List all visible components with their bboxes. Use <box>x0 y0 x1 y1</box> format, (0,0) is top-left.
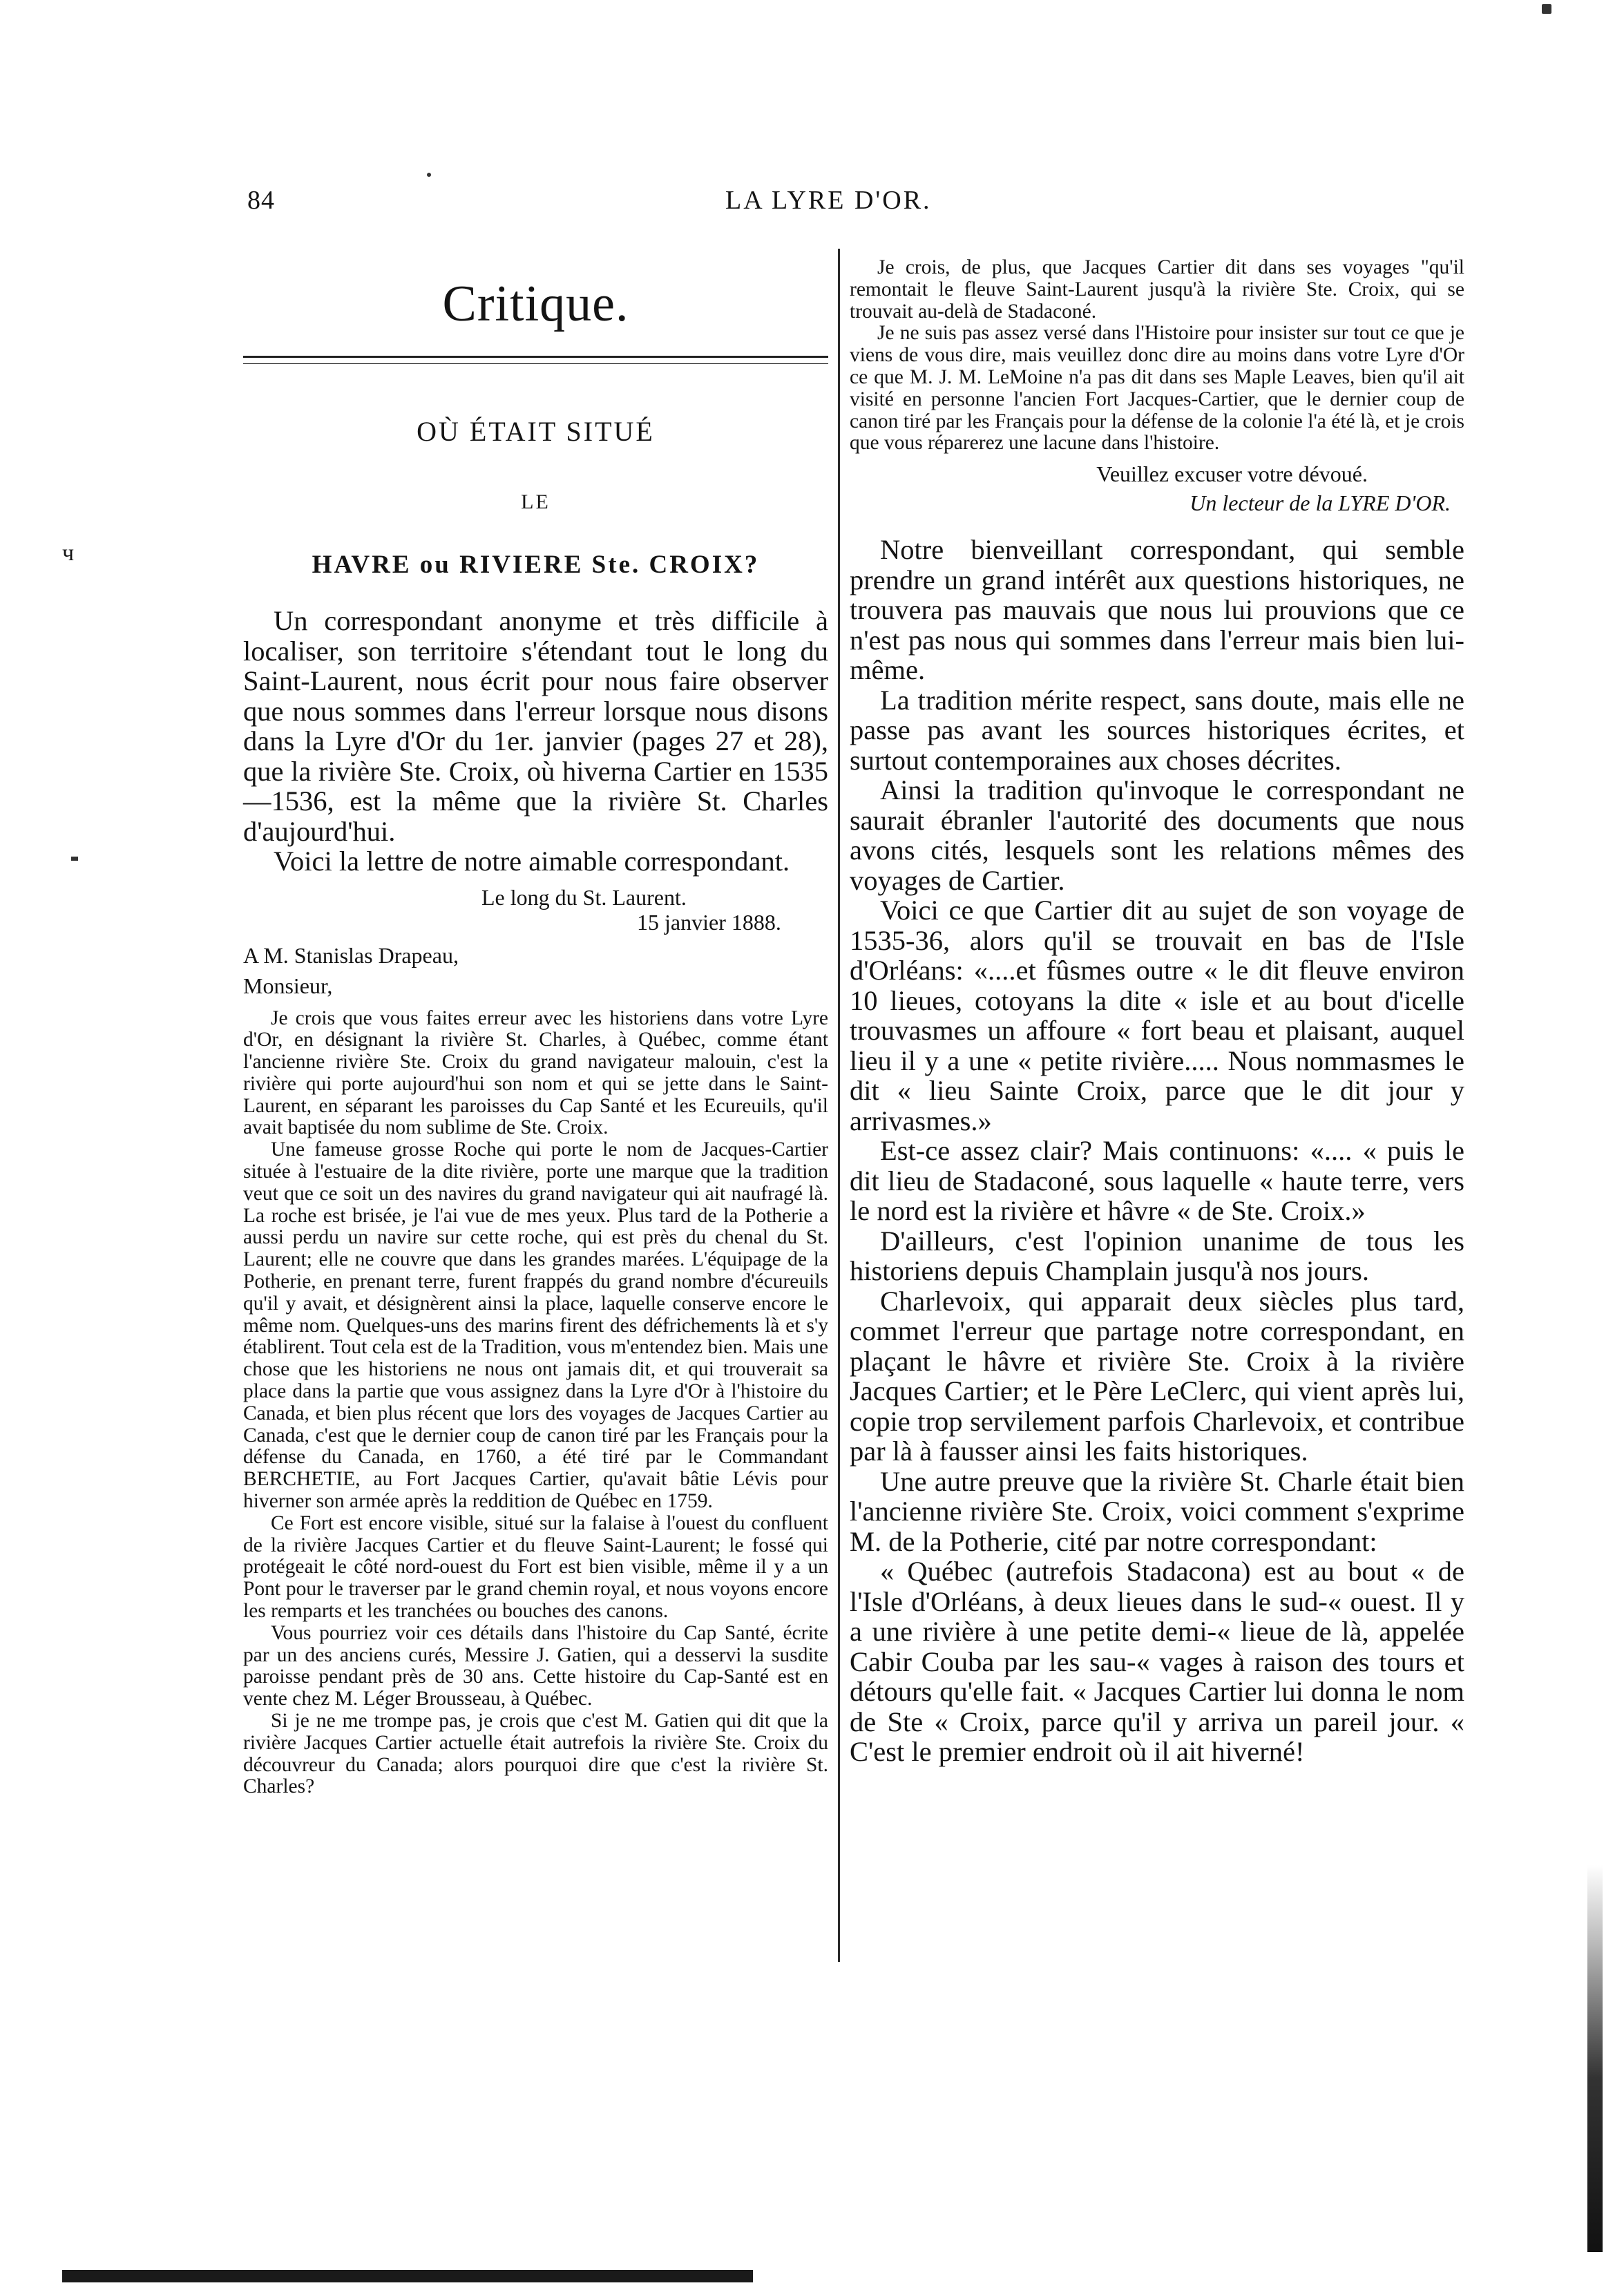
letter-paragraph: Vous pourriez voir ces détails dans l'histoire du Cap Santé, écrite par un des anciens curés, Messire J. Gatien, qui a desservi la susdite paroisse pendant près de 30 ans. Cette histoire du Cap-Santé est en vente chez M. Léger Brousseau, à Québec. <box>243 1621 828 1710</box>
letter-body-left <box>243 1008 828 1799</box>
letter-salutation: Monsieur, <box>243 973 333 998</box>
letter-body-right <box>850 257 1464 455</box>
intro-paragraph: Voici la lettre de notre aimable correspondant. <box>274 846 790 877</box>
response-quote: « Québec (autrefois Stadacona) est au bout « de l'Isle d'Orléans, à deux lieues dans le sud-« ouest. Il y a une rivière à une petite demi-« lieue de là, appelée Cabir Couba par les sau-« vages à raison des tours et détours qu'elle fait. « Jacques Cartier lui donna le nom de Ste « Croix, parce qu'il y arriva un pareil jour. « C'est le premier endroit où il ait hiverné! <box>850 1556 1464 1768</box>
ink-speck <box>71 857 78 861</box>
article-title: Critique. <box>442 276 629 332</box>
corner-mark <box>1542 4 1551 14</box>
letter-closing: Veuillez excuser votre dévoué. <box>1096 461 1368 487</box>
scan-edge-bar <box>62 2270 753 2282</box>
letter-paragraph: Je ne suis pas assez versé dans l'Histoire pour insister sur tout ce que je viens de vous dire, mais veuillez donc dire au moins dans votre Lyre d'Or ce que M. J. M. LeMoine n'a pas dit dans ses Maple Leaves, bien qu'il ait visité en personne l'ancien Fort Jacques-Cartier, que le dernier coup de canon tiré par les Français pour la défense de la colonie l'a été là, et je crois que vous réparerez une lacune dans l'histoire. <box>850 322 1464 455</box>
page-number: 84 <box>247 186 275 215</box>
letter-paragraph: Je crois, de plus, que Jacques Cartier dit dans ses voyages "qu'il remontait le fleuve Saint-Laurent jusqu'à la rivière Ste. Croix, qui se trouvait au-delà de Stadaconé. <box>850 256 1464 323</box>
left-column <box>243 257 828 1798</box>
right-column <box>850 257 1464 1767</box>
running-title: LA LYRE D'OR. <box>725 186 932 215</box>
ink-speck <box>427 173 431 177</box>
response-paragraph: La tradition mérite respect, sans doute, mais elle ne passe pas avant les sources historiques écrites, et surtout contemporaines aux choses décrites. <box>850 684 1464 776</box>
letter-paragraph: Je crois que vous faites erreur avec les historiens dans votre Lyre d'Or, en désignant la rivière St. Charles, à Québec, comme étant l'ancienne rivière Ste. Croix du grand navigateur malouin, c'est la rivière qui porte aujourd'hui son nom et qui se jette dans le Saint-Laurent, en séparant les paroisses du Cap Santé et les Ecureuils, qu'il avait baptisée du nom sublime de Ste. Croix. <box>243 1006 828 1139</box>
response-paragraph: Voici ce que Cartier dit au sujet de son voyage de 1535-36, alors qu'il se trouvait en bas de l'Isle d'Orléans: «....et fûsmes outre « le dit fleuve environ 10 lieues, cotoyans la dite « isle et au bout d'icelle trouvasmes un affoure « fort beau et plaisant, auquel lieu il y a une « petite rivière..... Nous nommasmes le dit « lieu Sainte Croix, parce que le dit jour y arrivasmes.» <box>850 895 1464 1136</box>
intro-text <box>243 606 828 877</box>
letter-paragraph: Si je ne me trompe pas, je crois que c'est M. Gatien qui dit que la rivière Jacques Cartier actuelle était autrefois la rivière Ste. Croix du découvreur du Canada; alors pourquoi dire que c'est la rivière St. Charles? <box>243 1710 828 1798</box>
letter-place: Le long du St. Laurent. <box>481 884 687 910</box>
heading-line-2: LE <box>521 490 551 513</box>
response-paragraph: Charlevoix, qui apparait deux siècles plus tard, commet l'erreur que partage notre correspondant, en plaçant le hâvre et rivière Ste. Croix à la rivière Jacques Cartier; et le Père LeClerc, qui vient après lui, copie trop servilement parfois Charlevoix, et contribue par là à fausser ainsi les faits historiques. <box>850 1285 1464 1467</box>
response-paragraph: Est-ce assez clair? Mais continuons: «.... « puis le dit lieu de Stadaconé, sous laquelle « haute terre, vers le nord est la rivière et hâvre « de Ste. Croix.» <box>850 1135 1464 1227</box>
heading-line-1: OÙ ÉTAIT SITUÉ <box>417 416 655 447</box>
response-paragraph: Une autre preuve que la rivière St. Charle était bien l'ancienne rivière Ste. Croix, voici comment s'exprime M. de la Potherie, cité par notre correspondant: <box>850 1465 1464 1557</box>
heading-line-3: HAVRE ou RIVIERE Ste. CROIX? <box>312 551 760 579</box>
response-paragraph: Ainsi la tradition qu'invoque le correspondant ne saurait ébranler l'autorité des documents que nous avons cités, lesquels sont les relations mêmes des voyages de Cartier. <box>850 774 1464 896</box>
letter-date: 15 janvier 1888. <box>637 909 781 935</box>
column-divider <box>838 249 840 1962</box>
scan-edge-shadow <box>1587 1865 1603 2252</box>
letter-paragraph: Ce Fort est encore visible, situé sur la falaise à l'ouest du confluent de la rivière Jacques Cartier et du fleuve Saint-Laurent; le fossé qui protégeait le côté nord-ouest du Fort est bien visible, même il y a un Pont pour le traverser par le grand chemin royal, et nous voyons encore les remparts et les tranchées ou bouches des canons. <box>243 1511 828 1623</box>
editor-response <box>850 535 1464 1767</box>
title-rule <box>243 356 828 364</box>
letter-recipient: A M. Stanislas Drapeau, <box>243 942 459 968</box>
letter-paragraph: Une fameuse grosse Roche qui porte le nom de Jacques-Cartier située à l'estuaire de la dite rivière, porte une marque que la tradition veut que ce soit un des navires du grand navigateur qui ait naufragé là. La roche est brisée, je l'ai vue de mes yeux. Plus tard de la Potherie a aussi perdu un navire sur cette roche, qui est près du chenal du St. Laurent; elle ne couvre que dans les grandes marées. L'équipage de la Potherie, en prenant terre, furent frappés du grand nombre d'écureuils qu'il y avait, et désignèrent ainsi la place, laquelle conserve encore le même nom. Quelques-uns des marins firent des défrichements là et s'y établirent. Tout cela est de la Tradition, vous m'entendez bien. Mais une chose que les historiens ne nous ont jamais dit, et qui trouverait sa place dans la partie que vous assignez dans la Lyre d'Or à l'histoire du Canada, et bien plus récent que lors des voyages de Jacques Cartier au Canada, c'est que le dernier coup de canon tiré par les Français pour la défense du Canada, en 1760, a été tiré par le Commandant BERCHETIE, au Fort Jacques Cartier, qu'avait bâtie Lévis pour hiverner son armée après la reddition de Québec en 1759. <box>243 1138 828 1513</box>
response-paragraph: D'ailleurs, c'est l'opinion unanime de tous les historiens depuis Champlain jusqu'à nos jours. <box>850 1225 1464 1287</box>
intro-paragraph: Un correspondant anonyme et très difficile à localiser, son territoire s'étendant tout le long du Saint-Laurent, nous écrit pour nous faire observer que nous sommes dans l'erreur lorsque nous disons dans la Lyre d'Or du 1er. janvier (pages 27 et 28), que la rivière Ste. Croix, où hiverna Cartier en 1535—1536, est la même que la rivière St. Charles d'aujourd'hui. <box>243 605 828 847</box>
response-paragraph: Notre bienveillant correspondant, qui semble prendre un grand intérêt aux questions historiques, ne trouvera pas mauvais que nous lui prouvions que ce n'est pas nous qui sommes dans l'erreur mais bien lui-même. <box>850 534 1464 686</box>
letter-signature: Un lecteur de la LYRE D'OR. <box>1190 490 1451 516</box>
letter-dateline <box>243 885 828 935</box>
margin-mark: ч <box>62 540 75 566</box>
